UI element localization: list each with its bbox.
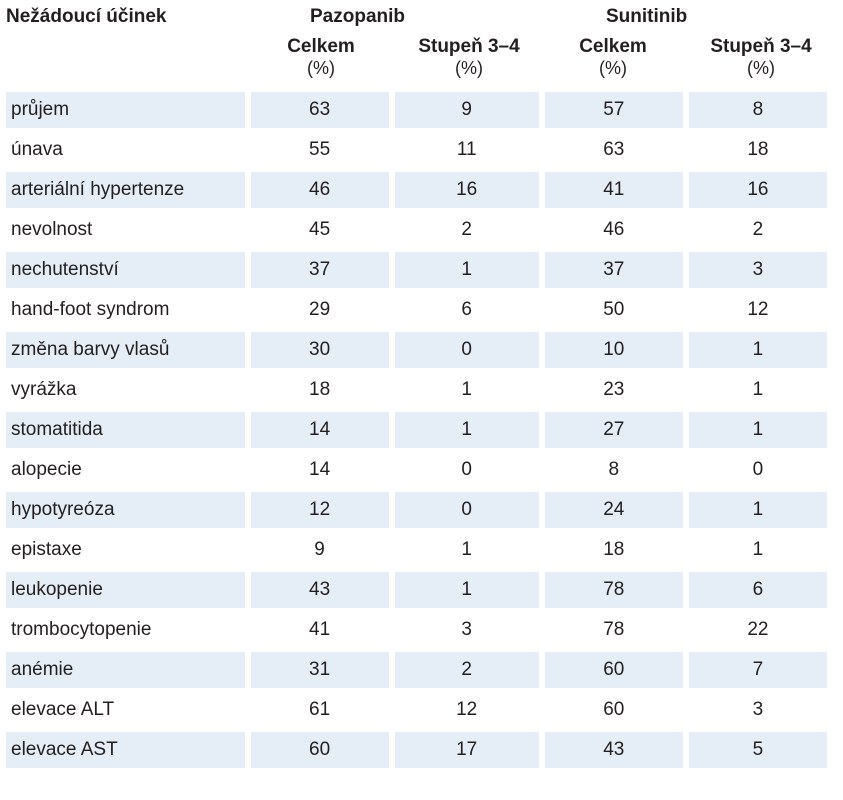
subheader-label: Celkem xyxy=(287,36,355,57)
table-row xyxy=(6,172,827,208)
sunitinib-grade-cell: 2 xyxy=(752,219,764,240)
pazopanib-total-cell: 30 xyxy=(251,332,389,368)
subheader-pazopanib-total xyxy=(256,36,386,79)
sunitinib-grade-cell: 18 xyxy=(747,139,769,160)
sunitinib-grade-cell: 8 xyxy=(689,92,827,128)
sunitinib-grade-cell: 6 xyxy=(689,572,827,608)
pazopanib-total-cell: 45 xyxy=(309,219,331,240)
effect-name: arteriální hypertenze xyxy=(6,172,245,208)
sunitinib-total-cell: 60 xyxy=(603,699,625,720)
sunitinib-grade-cell: 16 xyxy=(689,172,827,208)
sunitinib-grade-cell: 5 xyxy=(689,732,827,768)
sunitinib-grade-cell: 1 xyxy=(689,332,827,368)
subheader-sunitinib-total xyxy=(548,36,678,79)
pazopanib-total-cell: 31 xyxy=(251,652,389,688)
pazopanib-total-cell: 37 xyxy=(251,252,389,288)
table-row xyxy=(6,212,827,248)
table-row xyxy=(6,292,827,328)
pazopanib-total-cell: 55 xyxy=(309,139,331,160)
pazopanib-total-cell: 60 xyxy=(251,732,389,768)
effect-name: nechutenství xyxy=(6,252,245,288)
pazopanib-grade-cell: 1 xyxy=(461,539,472,560)
sunitinib-total-cell: 24 xyxy=(545,492,683,528)
table-row xyxy=(6,732,827,768)
table-row xyxy=(6,452,827,488)
table-row xyxy=(6,532,827,568)
table-row xyxy=(6,692,827,728)
pazopanib-grade-cell: 2 xyxy=(395,652,539,688)
effect-name: průjem xyxy=(6,92,245,128)
pazopanib-grade-cell: 1 xyxy=(461,379,472,400)
pazopanib-grade-cell: 12 xyxy=(456,699,478,720)
sunitinib-grade-cell: 22 xyxy=(747,619,769,640)
effect-name: změna barvy vlasů xyxy=(6,332,245,368)
sunitinib-total-cell: 27 xyxy=(545,412,683,448)
group-header-pazopanib: Pazopanib xyxy=(310,6,406,27)
effect-name: elevace AST xyxy=(6,732,245,768)
pazopanib-grade-cell: 11 xyxy=(456,139,477,160)
pazopanib-grade-cell: 2 xyxy=(461,219,472,240)
sunitinib-grade-cell: 12 xyxy=(747,299,769,320)
pazopanib-grade-cell: 0 xyxy=(395,332,539,368)
effect-name: alopecie xyxy=(11,459,82,480)
table-row xyxy=(6,92,827,128)
pazopanib-grade-cell: 1 xyxy=(395,412,539,448)
sunitinib-grade-cell: 3 xyxy=(689,252,827,288)
subheader-label: Stupeň 3–4 xyxy=(710,36,812,57)
table-row xyxy=(6,572,827,608)
sunitinib-total-cell: 46 xyxy=(603,219,625,240)
pazopanib-grade-cell: 3 xyxy=(461,619,472,640)
sunitinib-total-cell: 23 xyxy=(603,379,625,400)
pazopanib-grade-cell: 1 xyxy=(395,252,539,288)
pazopanib-total-cell: 12 xyxy=(251,492,389,528)
pazopanib-total-cell: 41 xyxy=(309,619,331,640)
subheader-pazopanib-grade xyxy=(394,36,544,79)
sunitinib-total-cell: 57 xyxy=(545,92,683,128)
sunitinib-total-cell: 78 xyxy=(545,572,683,608)
sunitinib-total-cell: 37 xyxy=(545,252,683,288)
pazopanib-grade-cell: 1 xyxy=(395,572,539,608)
table-row xyxy=(6,412,827,448)
pazopanib-total-cell: 9 xyxy=(314,539,325,560)
effect-name: stomatitida xyxy=(6,412,245,448)
pazopanib-grade-cell: 16 xyxy=(395,172,539,208)
subheader-unit: (%) xyxy=(747,58,775,78)
pazopanib-grade-cell: 17 xyxy=(395,732,539,768)
sunitinib-grade-cell: 7 xyxy=(689,652,827,688)
effect-name: hypotyreóza xyxy=(6,492,245,528)
pazopanib-total-cell: 14 xyxy=(251,412,389,448)
pazopanib-grade-cell: 6 xyxy=(461,299,472,320)
pazopanib-total-cell: 14 xyxy=(309,459,331,480)
sunitinib-grade-cell: 1 xyxy=(752,379,764,400)
pazopanib-total-cell: 46 xyxy=(251,172,389,208)
pazopanib-total-cell: 43 xyxy=(251,572,389,608)
sunitinib-total-cell: 10 xyxy=(545,332,683,368)
table-row xyxy=(6,332,827,368)
pazopanib-grade-cell: 0 xyxy=(395,492,539,528)
table-row xyxy=(6,612,827,648)
pazopanib-total-cell: 61 xyxy=(309,699,331,720)
effect-name: nevolnost xyxy=(11,219,93,240)
sunitinib-grade-cell: 1 xyxy=(689,492,827,528)
subheader-unit: (%) xyxy=(307,58,335,78)
pazopanib-grade-cell: 0 xyxy=(461,459,472,480)
table-body xyxy=(6,92,827,768)
subheader-label: Celkem xyxy=(579,36,647,57)
effect-name: únava xyxy=(11,139,63,160)
effect-name: hand-foot syndrom xyxy=(11,299,170,320)
effect-name: epistaxe xyxy=(11,539,82,560)
table-row xyxy=(6,492,827,528)
sunitinib-grade-cell: 1 xyxy=(689,412,827,448)
group-header-sunitinib: Sunitinib xyxy=(606,6,688,27)
sunitinib-grade-cell: 1 xyxy=(752,539,764,560)
pazopanib-grade-cell: 9 xyxy=(395,92,539,128)
pazopanib-total-cell: 29 xyxy=(309,299,331,320)
effect-name: vyrážka xyxy=(11,379,77,400)
sunitinib-grade-cell: 0 xyxy=(752,459,764,480)
subheader-unit: (%) xyxy=(599,58,627,78)
adverse-effects-table xyxy=(0,88,833,772)
table-row xyxy=(6,372,827,408)
sunitinib-total-cell: 78 xyxy=(603,619,625,640)
effect-name: anémie xyxy=(6,652,245,688)
sunitinib-total-cell: 8 xyxy=(608,459,620,480)
sunitinib-total-cell: 60 xyxy=(545,652,683,688)
column-header-adverse-effect: Nežádoucí účinek xyxy=(6,6,167,27)
sunitinib-grade-cell: 3 xyxy=(752,699,764,720)
subheader-label: Stupeň 3–4 xyxy=(418,36,520,57)
effect-name: trombocytopenie xyxy=(11,619,152,640)
subheader-unit: (%) xyxy=(455,58,483,78)
table-row xyxy=(6,652,827,688)
effect-name: leukopenie xyxy=(6,572,245,608)
table-row xyxy=(6,132,827,168)
subheader-sunitinib-grade xyxy=(686,36,836,79)
sunitinib-total-cell: 41 xyxy=(545,172,683,208)
sunitinib-total-cell: 63 xyxy=(603,139,625,160)
sunitinib-total-cell: 50 xyxy=(603,299,625,320)
sunitinib-total-cell: 18 xyxy=(603,539,625,560)
effect-name: elevace ALT xyxy=(11,699,115,720)
table-row xyxy=(6,252,827,288)
pazopanib-total-cell: 18 xyxy=(309,379,331,400)
sunitinib-total-cell: 43 xyxy=(545,732,683,768)
pazopanib-total-cell: 63 xyxy=(251,92,389,128)
